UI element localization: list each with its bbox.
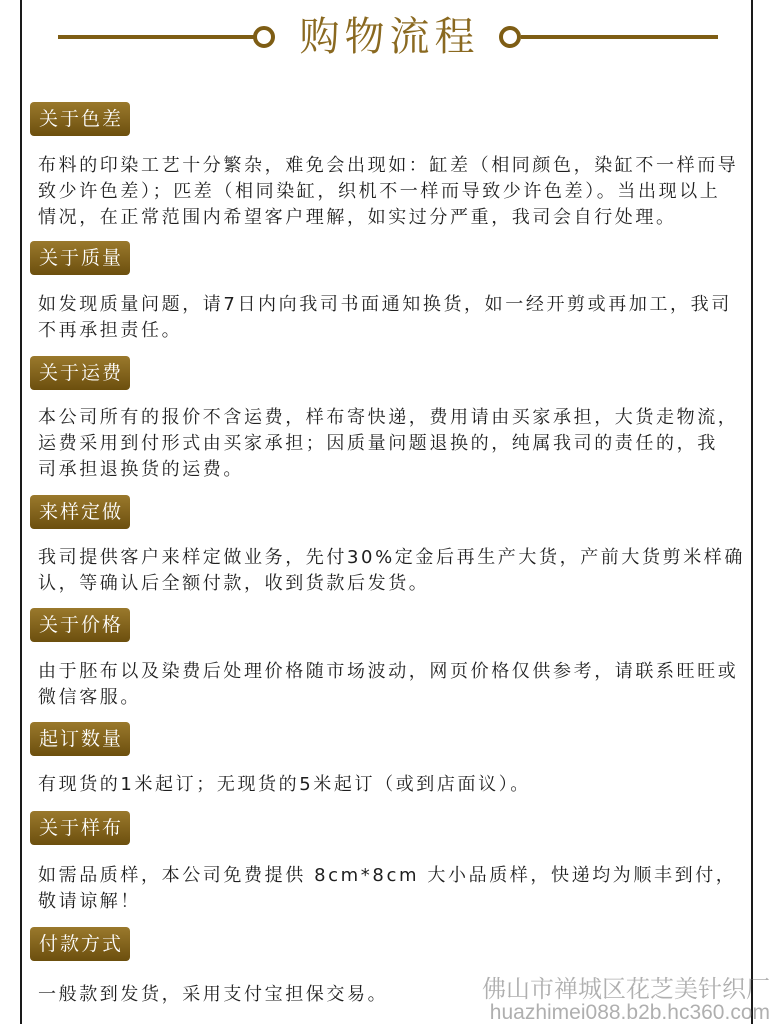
section-text [38,292,732,344]
section-label: 关于色差 [30,102,130,136]
watermark-url: huazhimei088.b2b.hc360.com [489,1001,770,1024]
section-text-line: 司承担退换货的运费。 [38,459,244,480]
left-border-line [20,0,22,1024]
section-text [38,405,738,483]
section-text-line: 微信客服。 [38,687,141,708]
section-text-line: 如需品质样，本公司免费提供 8cm*8cm 大小品质样，快递均为顺丰到付， [38,865,737,886]
section-label: 来样定做 [30,495,130,529]
section-text-line: 如发现质量问题，请7日内向我司书面通知换货，如一经开剪或再加工，我司 [38,294,732,315]
section-text [38,545,745,597]
page-title: 购物流程 [299,14,480,60]
section-label: 关于样布 [30,811,130,845]
section-label: 关于运费 [30,356,130,390]
header-ring-right-icon [499,26,521,48]
section-text-line: 一般款到发货，采用支付宝担保交易。 [38,984,389,1005]
section-text [38,153,738,231]
section-text-line: 有现货的1米起订；无现货的5米起订（或到店面议）。 [38,774,531,795]
section-text-line: 敬请谅解！ [38,891,141,912]
watermark-company: 佛山市禅城区花芝美针织厂 [482,975,770,1003]
section-text-line: 认，等确认后全额付款，收到货款后发货。 [38,573,430,594]
section-text-line: 运费采用到付形式由买家承担；因质量问题退换的，纯属我司的责任的，我 [38,433,718,454]
right-border-line [751,0,753,1024]
section-text-line: 本公司所有的报价不含运费，样布寄快递，费用请由买家承担，大货走物流， [38,407,739,428]
section-text-line: 情况，在正常范围内希望客户理解，如实过分严重，我司会自行处理。 [38,207,677,228]
section-text [38,659,738,711]
section-text [38,863,736,915]
section-text-line: 我司提供客户来样定做业务，先付30%定金后再生产大货，产前大货剪米样确 [38,547,746,568]
section-label: 起订数量 [30,722,130,756]
section-label: 付款方式 [30,927,130,961]
section-text-line: 布料的印染工艺十分繁杂，难免会出现如：缸差（相同颜色，染缸不一样而导 [38,155,739,176]
section-text-line: 由于胚布以及染费后处理价格随市场波动，网页价格仅供参考，请联系旺旺或 [38,661,739,682]
section-text [38,772,531,798]
header-divider-right [521,35,718,39]
section-label: 关于价格 [30,608,130,642]
section-text-line: 致少许色差）；匹差（相同染缸，织机不一样而导致少许色差）。当出现以上 [38,181,721,202]
section-label: 关于质量 [30,241,130,275]
section-text [38,982,388,1008]
section-text-line: 不再承担责任。 [38,320,183,341]
